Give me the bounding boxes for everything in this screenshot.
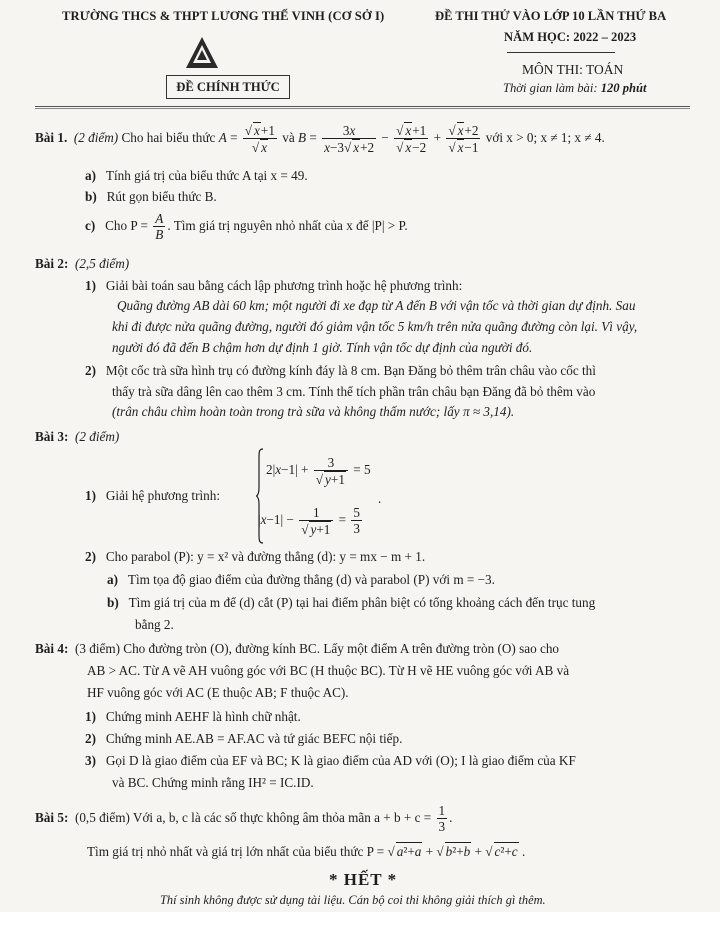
formula-B-3: $\frac{√ x+2}{√ x-1}$ bbox=[448, 123, 479, 156]
bai3-a: a) Tìm tọa độ giao điểm của đường thẳng (d) và parabol (P) với m = −3. bbox=[107, 572, 495, 587]
bai3-p1: 1) Giải hệ phương trình: bbox=[85, 488, 220, 503]
header-rule bbox=[507, 52, 615, 53]
bai1-b: b) Rút gọn biểu thức B. bbox=[85, 189, 217, 204]
bai2-p2-line: (trân châu chìm hoàn toàn trong trà sữa và không thấm nước; lấy π ≈ 3,14). bbox=[112, 404, 515, 419]
subject: MÔN THI: TOÁN bbox=[522, 62, 624, 77]
footer-note: Thí sinh không được sử dụng tài liệu. Cán bộ coi thi không giải thích gì thêm. bbox=[160, 893, 546, 907]
bai5-line: Tìm giá trị nhỏ nhất và giá trị lớn nhất của biểu thức P = √ a²+a + √ b²+b + √ c²+c . bbox=[87, 844, 526, 859]
time-allowed: Thời gian làm bài: 120 phút bbox=[503, 81, 647, 95]
bai3-b-line: bằng 2. bbox=[135, 617, 174, 632]
system-eq-2: |x−1| − $\frac{1}{√ y+1}$ = $\frac{5}{3}$ bbox=[258, 504, 360, 537]
bai5-statement: Bài 5: (0,5 điểm) Với a, b, c là các số thực không âm thỏa mãn a + b + c = $\frac{1}{3}$ . bbox=[35, 803, 453, 835]
end-mark: * HẾT * bbox=[329, 870, 398, 889]
bai2-p1-line: khi đi được nửa quãng đường, người đó giảm vận tốc 5 km/h trên nửa quãng đường còn lại. Vì vậy, bbox=[112, 319, 638, 334]
formula-A: $\frac{√ x+1}{√ x}$ bbox=[244, 123, 275, 156]
bai4-line: HF vuông góc với AC (E thuộc AB; F thuộc AC). bbox=[87, 685, 349, 700]
bai4-p1: 1) Chứng minh AEHF là hình chữ nhật. bbox=[85, 709, 301, 724]
school-name: TRƯỜNG THCS & THPT LƯƠNG THẾ VINH (CƠ SỞ I) bbox=[62, 9, 385, 23]
page-bottom-margin bbox=[0, 912, 720, 932]
bai2-p1-line: Quãng đường AB dài 60 km; một người đi xe đạp từ A đến B với vận tốc và thời gian dự định. Sau bbox=[117, 298, 636, 313]
school-year: NĂM HỌC: 2022 – 2023 bbox=[504, 30, 637, 44]
bai2-p1-line: người đó đã đến B chậm hơn dự định 1 giờ. Tính vận tốc dự định của người đó. bbox=[112, 340, 533, 355]
bai1-a: a) Tính giá trị của biểu thức A tại x = 49. bbox=[85, 168, 308, 183]
bai2-p2: 2) Một cốc trà sữa hình trụ có đường kính đáy là 8 cm. Bạn Đăng bỏ thêm trân châu vào cốc thì bbox=[85, 363, 596, 378]
formula-B-1: $\frac{3x}{x-3√ x+2}$ bbox=[324, 122, 375, 155]
bai4-line: AB > AC. Từ A vẽ AH vuông góc với BC (H thuộc BC). Từ H vẽ HE vuông góc với AB và bbox=[87, 663, 570, 678]
bai4-statement: Bài 4: (3 điểm) Cho đường tròn (O), đường kính BC. Lấy một điểm A trên đường tròn (O) sao cho bbox=[35, 641, 560, 656]
bai3-b: b) Tìm giá trị của m để (d) cắt (P) tại hai điểm phân biệt có tổng khoảng cách đến trục tung bbox=[107, 595, 596, 610]
bai2-heading: Bài 2: (2,5 điểm) bbox=[35, 256, 130, 271]
divider bbox=[35, 108, 690, 109]
bai4-p3: 3) Gọi D là giao điểm của EF và BC; K là giao điểm của AD với (O); I là giao điểm của KF bbox=[85, 753, 576, 768]
official-badge: ĐỀ CHÍNH THỨC bbox=[166, 75, 290, 99]
bai4-p2: 2) Chứng minh AE.AB = AF.AC và tứ giác BEFC nội tiếp. bbox=[85, 731, 403, 746]
system-period: . bbox=[378, 491, 382, 506]
bai1-statement: Bài 1. (2 điểm) Cho hai biểu thức A = $\frac{√ x+1}{√ x}$ và B = $\frac{3x}{x-3√ x+2}$ − $\frac{√ x+1}{√ x-2}$ + $\frac{√ x+2}{√ x-1}$ với x > 0; x ≠ 1; x ≠ 4. bbox=[35, 122, 605, 156]
divider bbox=[35, 106, 690, 107]
bai3-p2: 2) Cho parabol (P): y = x² và đường thẳng (d): y = mx − m + 1. bbox=[85, 549, 426, 564]
bai2-p1: 1) Giải bài toán sau bằng cách lập phương trình hoặc hệ phương trình: bbox=[85, 278, 463, 293]
bai3-heading: Bài 3: (2 điểm) bbox=[35, 429, 120, 444]
bai2-p2-line: thấy trà sữa dâng lên cao thêm 3 cm. Tính thể tích phần trân châu bạn Đăng đã bỏ thêm vào bbox=[112, 384, 596, 399]
system-eq-1: 2|x−1| + $\frac{3}{√ y+1}$ = 5 bbox=[266, 454, 371, 487]
school-logo-icon bbox=[185, 36, 219, 69]
formula-B-2: $\frac{√ x+1}{√ x-2}$ bbox=[396, 123, 427, 156]
bai1-c: c) Cho P = $\frac{A}{B}$ . Tìm giá trị nguyên nhỏ nhất của x để |P| > P. bbox=[85, 211, 408, 243]
exam-title: ĐỀ THI THỬ VÀO LỚP 10 LẦN THỨ BA bbox=[435, 9, 667, 23]
bai4-p3-line: và BC. Chứng minh rằng IH² = IC.ID. bbox=[112, 775, 314, 790]
